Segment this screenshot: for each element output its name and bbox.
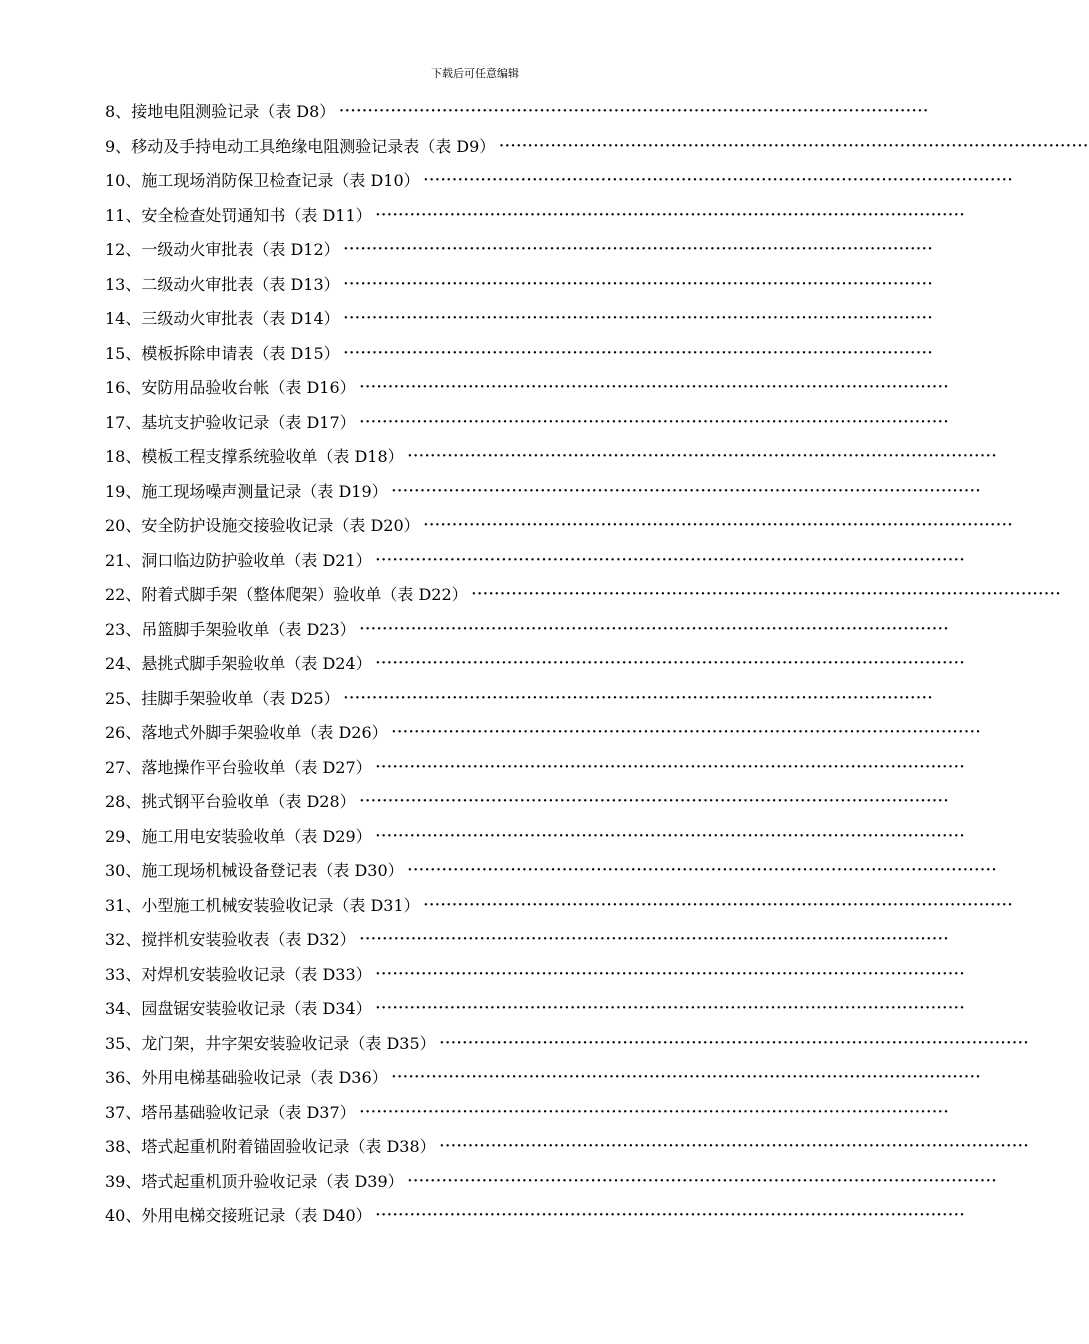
toc-entry-title: 外用电梯交接班记录（表 D40） bbox=[141, 1206, 372, 1225]
toc-entry[interactable] bbox=[105, 1030, 1030, 1065]
toc-entry-title: 附着式脚手架（整体爬架）验收单（表 D22） bbox=[141, 585, 468, 604]
toc-dot-leader: ······································································································· bbox=[391, 1070, 982, 1085]
toc-entry-title: 小型施工机械安装验收记录（表 D31） bbox=[141, 895, 420, 915]
toc-entry-number: 21、 bbox=[105, 550, 142, 570]
toc-entry-number: 37、 bbox=[105, 1102, 142, 1122]
toc-dot-leader: ······································································································· bbox=[391, 483, 982, 499]
toc-dot-leader: ······································································································· bbox=[343, 276, 934, 292]
toc-entry-title: 塔式起重机顶升验收记录（表 D39） bbox=[141, 1171, 404, 1191]
toc-entry-title: 搅拌机安装验收表（表 D32） bbox=[141, 930, 356, 949]
toc-entry-number: 15、 bbox=[105, 343, 142, 363]
toc-entry-number: 23、 bbox=[105, 619, 142, 639]
toc-entry-number: 13、 bbox=[105, 274, 142, 294]
toc-entry[interactable] bbox=[105, 374, 950, 409]
toc-dot-leader: ······································································································· bbox=[375, 828, 966, 844]
toc-entry-number: 17、 bbox=[105, 412, 142, 432]
toc-dot-leader: ······································································································· bbox=[499, 138, 1089, 154]
toc-entry-number: 24、 bbox=[105, 654, 142, 673]
toc-entry-number: 8、 bbox=[105, 102, 132, 121]
toc-entry[interactable] bbox=[105, 478, 982, 513]
toc-entry-title: 落地操作平台验收单（表 D27） bbox=[141, 757, 372, 777]
toc-entry-number: 33、 bbox=[105, 964, 142, 984]
toc-dot-leader: ······································································································· bbox=[407, 863, 998, 878]
toc-entry-title: 洞口临边防护验收单（表 D21） bbox=[141, 550, 372, 570]
toc-dot-leader: ······································································································· bbox=[343, 242, 934, 257]
toc-entry-title: 塔式起重机附着锚固验收记录（表 D38） bbox=[141, 1137, 436, 1156]
toc-entry[interactable] bbox=[105, 754, 966, 789]
toc-entry[interactable] bbox=[105, 685, 934, 720]
toc-entry-number: 32、 bbox=[105, 930, 142, 949]
toc-entry-number: 29、 bbox=[105, 826, 142, 846]
toc-entry-number: 25、 bbox=[105, 688, 142, 708]
toc-entry[interactable] bbox=[105, 271, 934, 306]
toc-entry[interactable] bbox=[105, 857, 998, 892]
toc-entry-title: 施工现场噪声测量记录（表 D19） bbox=[141, 481, 388, 501]
toc-entry-title: 挑式钢平台验收单（表 D28） bbox=[141, 792, 356, 811]
toc-entry[interactable] bbox=[105, 202, 966, 237]
toc-entry-title: 安全检查处罚通知书（表 D11） bbox=[141, 205, 372, 225]
toc-entry-title: 模板工程支撑系统验收单（表 D18） bbox=[141, 447, 404, 466]
toc-entry-title: 施工现场机械设备登记表（表 D30） bbox=[141, 861, 404, 880]
toc-entry-title: 外用电梯基础验收记录（表 D36） bbox=[141, 1068, 388, 1087]
toc-dot-leader: ······································································································· bbox=[471, 587, 1062, 602]
toc-entry[interactable] bbox=[105, 547, 966, 582]
toc-entry-title: 安防用品验收台帐（表 D16） bbox=[141, 378, 356, 397]
toc-entry[interactable] bbox=[105, 1064, 982, 1099]
toc-dot-leader: ······································································································· bbox=[375, 1208, 966, 1223]
toc-entry[interactable] bbox=[105, 305, 934, 340]
toc-dot-leader: ······································································································· bbox=[375, 656, 966, 671]
toc-dot-leader: ······································································································· bbox=[375, 1001, 966, 1016]
toc-entry-number: 16、 bbox=[105, 378, 142, 397]
toc-entry-title: 安全防护设施交接验收记录（表 D20） bbox=[141, 516, 420, 535]
toc-entry-number: 10、 bbox=[105, 171, 142, 190]
toc-entry-title: 三级动火审批表（表 D14） bbox=[141, 309, 340, 328]
toc-dot-leader: ······································································································· bbox=[439, 1035, 1030, 1051]
toc-dot-leader: ······································································································· bbox=[439, 1139, 1030, 1154]
toc-entry-number: 11、 bbox=[105, 205, 142, 225]
toc-entry-number: 18、 bbox=[105, 447, 142, 466]
toc-entry[interactable] bbox=[105, 788, 950, 823]
toc-dot-leader: ······································································································· bbox=[343, 690, 934, 706]
toc-entry-title: 对焊机安装验收记录（表 D33） bbox=[141, 964, 372, 984]
toc-entry-title: 接地电阻测验记录（表 D8） bbox=[131, 102, 336, 121]
toc-entry-number: 39、 bbox=[105, 1171, 142, 1191]
toc-entry[interactable] bbox=[105, 133, 1089, 168]
toc-entry-number: 28、 bbox=[105, 792, 142, 811]
toc-dot-leader: ······································································································· bbox=[343, 345, 934, 361]
toc-entry-number: 30、 bbox=[105, 861, 142, 880]
toc-entry-number: 9、 bbox=[105, 136, 132, 156]
toc-entry[interactable] bbox=[105, 167, 1014, 202]
header-note: 下载后可任意编辑 bbox=[431, 67, 519, 80]
toc-entry-number: 31、 bbox=[105, 895, 142, 915]
toc-entry-number: 14、 bbox=[105, 309, 142, 328]
toc-dot-leader: ······································································································· bbox=[423, 518, 1014, 533]
toc-dot-leader: ······································································································· bbox=[375, 552, 966, 568]
toc-dot-leader: ······································································································· bbox=[391, 725, 982, 740]
toc-dot-leader: ······································································································· bbox=[423, 173, 1014, 188]
toc-entry[interactable] bbox=[105, 1202, 966, 1237]
toc-dot-leader: ······································································································· bbox=[407, 1173, 998, 1189]
toc-entry-number: 40、 bbox=[105, 1206, 142, 1225]
toc-entry-title: 移动及手持电动工具绝缘电阻测验记录表（表 D9） bbox=[131, 136, 496, 156]
toc-entry-title: 施工现场消防保卫检查记录（表 D10） bbox=[141, 171, 420, 190]
toc-entry[interactable] bbox=[105, 719, 982, 754]
toc-entry-number: 27、 bbox=[105, 757, 142, 777]
toc-dot-leader: ······································································································· bbox=[359, 414, 950, 430]
toc-entry-number: 19、 bbox=[105, 481, 142, 501]
toc-entry-number: 34、 bbox=[105, 999, 142, 1018]
toc-entry-title: 施工用电安装验收单（表 D29） bbox=[141, 826, 372, 846]
toc-entry-number: 12、 bbox=[105, 240, 142, 259]
toc-entry-title: 悬挑式脚手架验收单（表 D24） bbox=[141, 654, 372, 673]
toc-dot-leader: ······································································································· bbox=[375, 207, 966, 223]
toc-entry-title: 一级动火审批表（表 D12） bbox=[141, 240, 340, 259]
toc-entry-title: 园盘锯安装验收记录（表 D34） bbox=[141, 999, 372, 1018]
toc-entry[interactable] bbox=[105, 926, 950, 961]
toc-entry-title: 塔吊基础验收记录（表 D37） bbox=[141, 1102, 356, 1122]
toc-dot-leader: ······································································································· bbox=[375, 759, 966, 775]
toc-entry-title: 二级动火审批表（表 D13） bbox=[141, 274, 340, 294]
toc-entry[interactable] bbox=[105, 340, 934, 375]
toc-entry[interactable] bbox=[105, 409, 950, 444]
toc-dot-leader: ······································································································· bbox=[359, 932, 950, 947]
table-of-contents bbox=[105, 98, 1089, 1237]
toc-entry[interactable] bbox=[105, 1133, 1030, 1168]
toc-entry[interactable] bbox=[105, 98, 930, 133]
toc-entry-number: 36、 bbox=[105, 1068, 142, 1087]
toc-entry-number: 38、 bbox=[105, 1137, 142, 1156]
toc-dot-leader: ······································································································· bbox=[359, 1104, 950, 1120]
toc-entry[interactable] bbox=[105, 650, 966, 685]
toc-entry[interactable] bbox=[105, 616, 950, 651]
toc-entry[interactable] bbox=[105, 892, 1014, 927]
toc-entry-title: 挂脚手架验收单（表 D25） bbox=[141, 688, 340, 708]
toc-dot-leader: ······································································································· bbox=[375, 966, 966, 982]
toc-entry[interactable] bbox=[105, 236, 934, 271]
toc-entry-title: 龙门架，井字架安装验收记录（表 D35） bbox=[141, 1033, 436, 1053]
toc-entry[interactable] bbox=[105, 581, 1062, 616]
toc-entry-number: 35、 bbox=[105, 1033, 142, 1053]
toc-dot-leader: ······································································································· bbox=[359, 380, 950, 395]
toc-dot-leader: ······································································································· bbox=[359, 621, 950, 637]
toc-entry[interactable] bbox=[105, 961, 966, 996]
toc-entry[interactable] bbox=[105, 823, 966, 858]
toc-entry-number: 22、 bbox=[105, 585, 142, 604]
toc-dot-leader: ······································································································· bbox=[423, 897, 1014, 913]
toc-entry-title: 落地式外脚手架验收单（表 D26） bbox=[141, 723, 388, 742]
toc-entry-number: 20、 bbox=[105, 516, 142, 535]
toc-dot-leader: ······································································································· bbox=[407, 449, 998, 464]
toc-entry-title: 模板拆除申请表（表 D15） bbox=[141, 343, 340, 363]
toc-entry-number: 26、 bbox=[105, 723, 142, 742]
toc-dot-leader: ······································································································· bbox=[339, 104, 930, 119]
toc-entry-title: 吊篮脚手架验收单（表 D23） bbox=[141, 619, 356, 639]
toc-entry[interactable] bbox=[105, 995, 966, 1030]
toc-entry[interactable] bbox=[105, 1099, 950, 1134]
toc-dot-leader: ······································································································· bbox=[343, 311, 934, 326]
toc-entry[interactable] bbox=[105, 443, 998, 478]
toc-entry-title: 基坑支护验收记录（表 D17） bbox=[141, 412, 356, 432]
toc-entry[interactable] bbox=[105, 1168, 998, 1203]
toc-dot-leader: ······································································································· bbox=[359, 794, 950, 809]
toc-entry[interactable] bbox=[105, 512, 1014, 547]
